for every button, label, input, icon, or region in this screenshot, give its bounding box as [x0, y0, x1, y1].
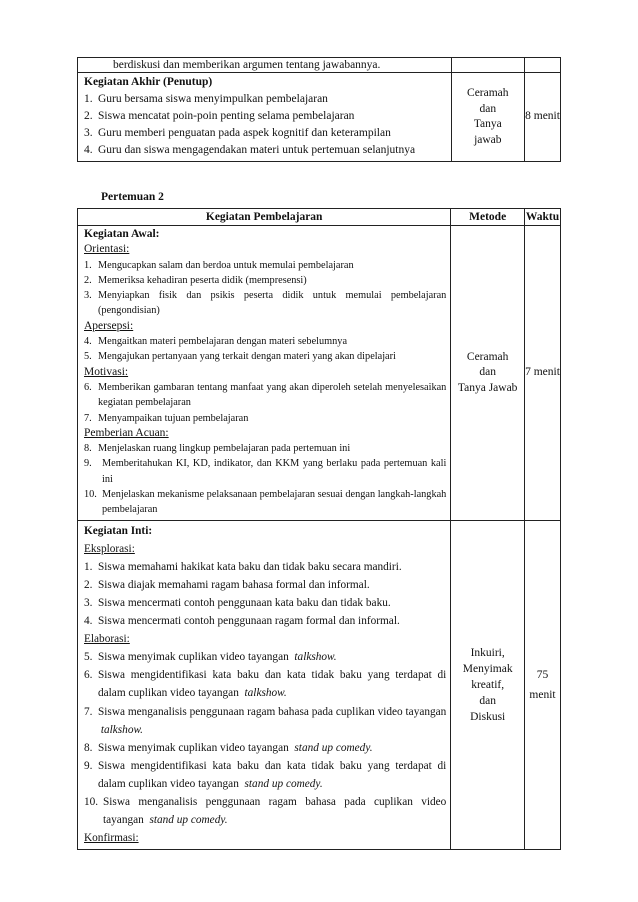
list-item: 10. Siswa menganalisis penggunaan ragam bahasa pada cuplikan video tayangan stand up comedy.	[84, 796, 447, 827]
metode-cell: Ceramah dan Tanya Jawab	[451, 226, 525, 521]
table-row-inti	[78, 520, 561, 850]
caption-pertemuan: Pertemuan 2	[101, 191, 164, 203]
list-item: 2. Siswa diajak memahami ragam bahasa formal dan informal.	[84, 578, 370, 591]
subsection-eksplorasi: Eksplorasi:	[84, 542, 135, 555]
section-title-penutup: Kegiatan Akhir (Penutup)	[84, 76, 213, 88]
list-item: 4. Mengaitkan materi pembelajaran dengan materi sebelumnya	[84, 336, 348, 348]
subsection-konfirmasi: Konfirmasi:	[84, 832, 139, 845]
list-item: 1. Siswa memahami hakikat kata baku dan tidak baku secara mandiri.	[84, 560, 402, 573]
list-item: 6. Siswa mengidentifikasi kata baku dan kata tidak baku yang terdapat di dalam cuplikan video tayangan talkshow.	[84, 669, 447, 700]
list-item: 8. Siswa menyimak cuplikan video tayangan stand up comedy.	[84, 741, 373, 754]
subsection-acuan: Pemberian Acuan:	[84, 426, 169, 439]
table-row-awal	[78, 226, 561, 521]
subsection-elaborasi: Elaborasi:	[84, 633, 130, 646]
list-item: 5. Siswa menyimak cuplikan video tayangan talkshow.	[84, 651, 337, 664]
header-waktu: Waktu	[525, 209, 561, 226]
list-item: 6. Memberikan gambaran tentang manfaat yang akan diperoleh setelah menyelesaikan kegiatan pembelajaran	[84, 381, 447, 409]
table-header-row	[78, 209, 561, 226]
table-cell	[78, 226, 451, 521]
subsection-orientasi: Orientasi:	[84, 243, 130, 256]
list-item: 3. Guru memberi penguatan pada aspek kognitif dan keterampilan	[84, 127, 391, 139]
list-item: 1. Mengucapkan salam dan berdoa untuk memulai pembelajaran	[84, 259, 354, 271]
table-cell	[78, 73, 452, 162]
list-item: 4. Siswa mencermati contoh penggunaan ragam formal dan informal.	[84, 615, 400, 628]
list-item: 3. Menyiapkan fisik dan psikis peserta didik untuk memulai pembelajaran (pengondisian)	[84, 290, 447, 317]
list-item: 2. Memeriksa kehadiran peserta didik (mempresensi)	[84, 274, 307, 286]
list-item: 8. Menjelaskan ruang lingkup pembelajaran pada pertemuan ini	[84, 443, 351, 455]
table-row	[78, 73, 561, 162]
list-item: 3. Siswa mencermati contoh penggunaan kata baku dan tidak baku.	[84, 597, 391, 610]
list-item: 7. Menyampaikan tujuan pembelajaran	[84, 412, 249, 424]
table-cell	[78, 58, 452, 73]
subsection-motivasi: Motivasi:	[84, 365, 129, 378]
table-row	[78, 58, 561, 73]
list-item: 9. Siswa mengidentifikasi kata baku dan kata tidak baku yang terdapat di dalam cuplikan video tayangan stand up comedy.	[84, 759, 447, 790]
list-item: 1. Guru bersama siswa menyimpulkan pembelajaran	[84, 93, 328, 105]
section-title-awal: Kegiatan Awal:	[84, 228, 160, 240]
waktu-cell: 8 menit	[525, 73, 561, 162]
metode-cell: Ceramah dan Tanya jawab	[451, 73, 525, 162]
list-item: 7. Siswa menganalisis penggunaan ragam bahasa pada cuplikan video tayangan talkshow.	[84, 705, 447, 736]
continuation-text: berdiskusi dan memberikan argumen tentang jawabannya.	[113, 59, 381, 71]
header-metode: Metode	[451, 209, 525, 226]
metode-cell: Inkuiri, Menyimak kreatif, dan Diskusi	[451, 520, 525, 850]
table-cell	[525, 58, 561, 73]
list-item: 10. Menjelaskan mekanisme pelaksanaan pembelajaran sesuai dengan langkah-langkah pembelajaran	[84, 489, 447, 516]
waktu-cell: 75 menit	[525, 520, 561, 850]
table-pertemuan-2	[77, 208, 561, 850]
list-item: 5. Mengajukan pertanyaan yang terkait dengan materi yang akan dipelajari	[84, 351, 396, 363]
table-cell	[451, 58, 525, 73]
section-title-inti: Kegiatan Inti:	[84, 524, 153, 537]
header-kegiatan: Kegiatan Pembelajaran	[78, 209, 451, 226]
list-item: 4. Guru dan siswa mengagendakan materi untuk pertemuan selanjutnya	[84, 144, 416, 156]
table-penutup	[77, 57, 561, 162]
list-item: 2. Siswa mencatat poin-poin penting selama pembelajaran	[84, 110, 355, 122]
table-cell	[78, 520, 451, 850]
subsection-apersepsi: Apersepsi:	[84, 319, 134, 332]
list-item: 9. Memberitahukan KI, KD, indikator, dan KKM yang berlaku pada pertemuan kali ini	[84, 458, 447, 485]
waktu-cell: 7 menit	[525, 226, 561, 521]
